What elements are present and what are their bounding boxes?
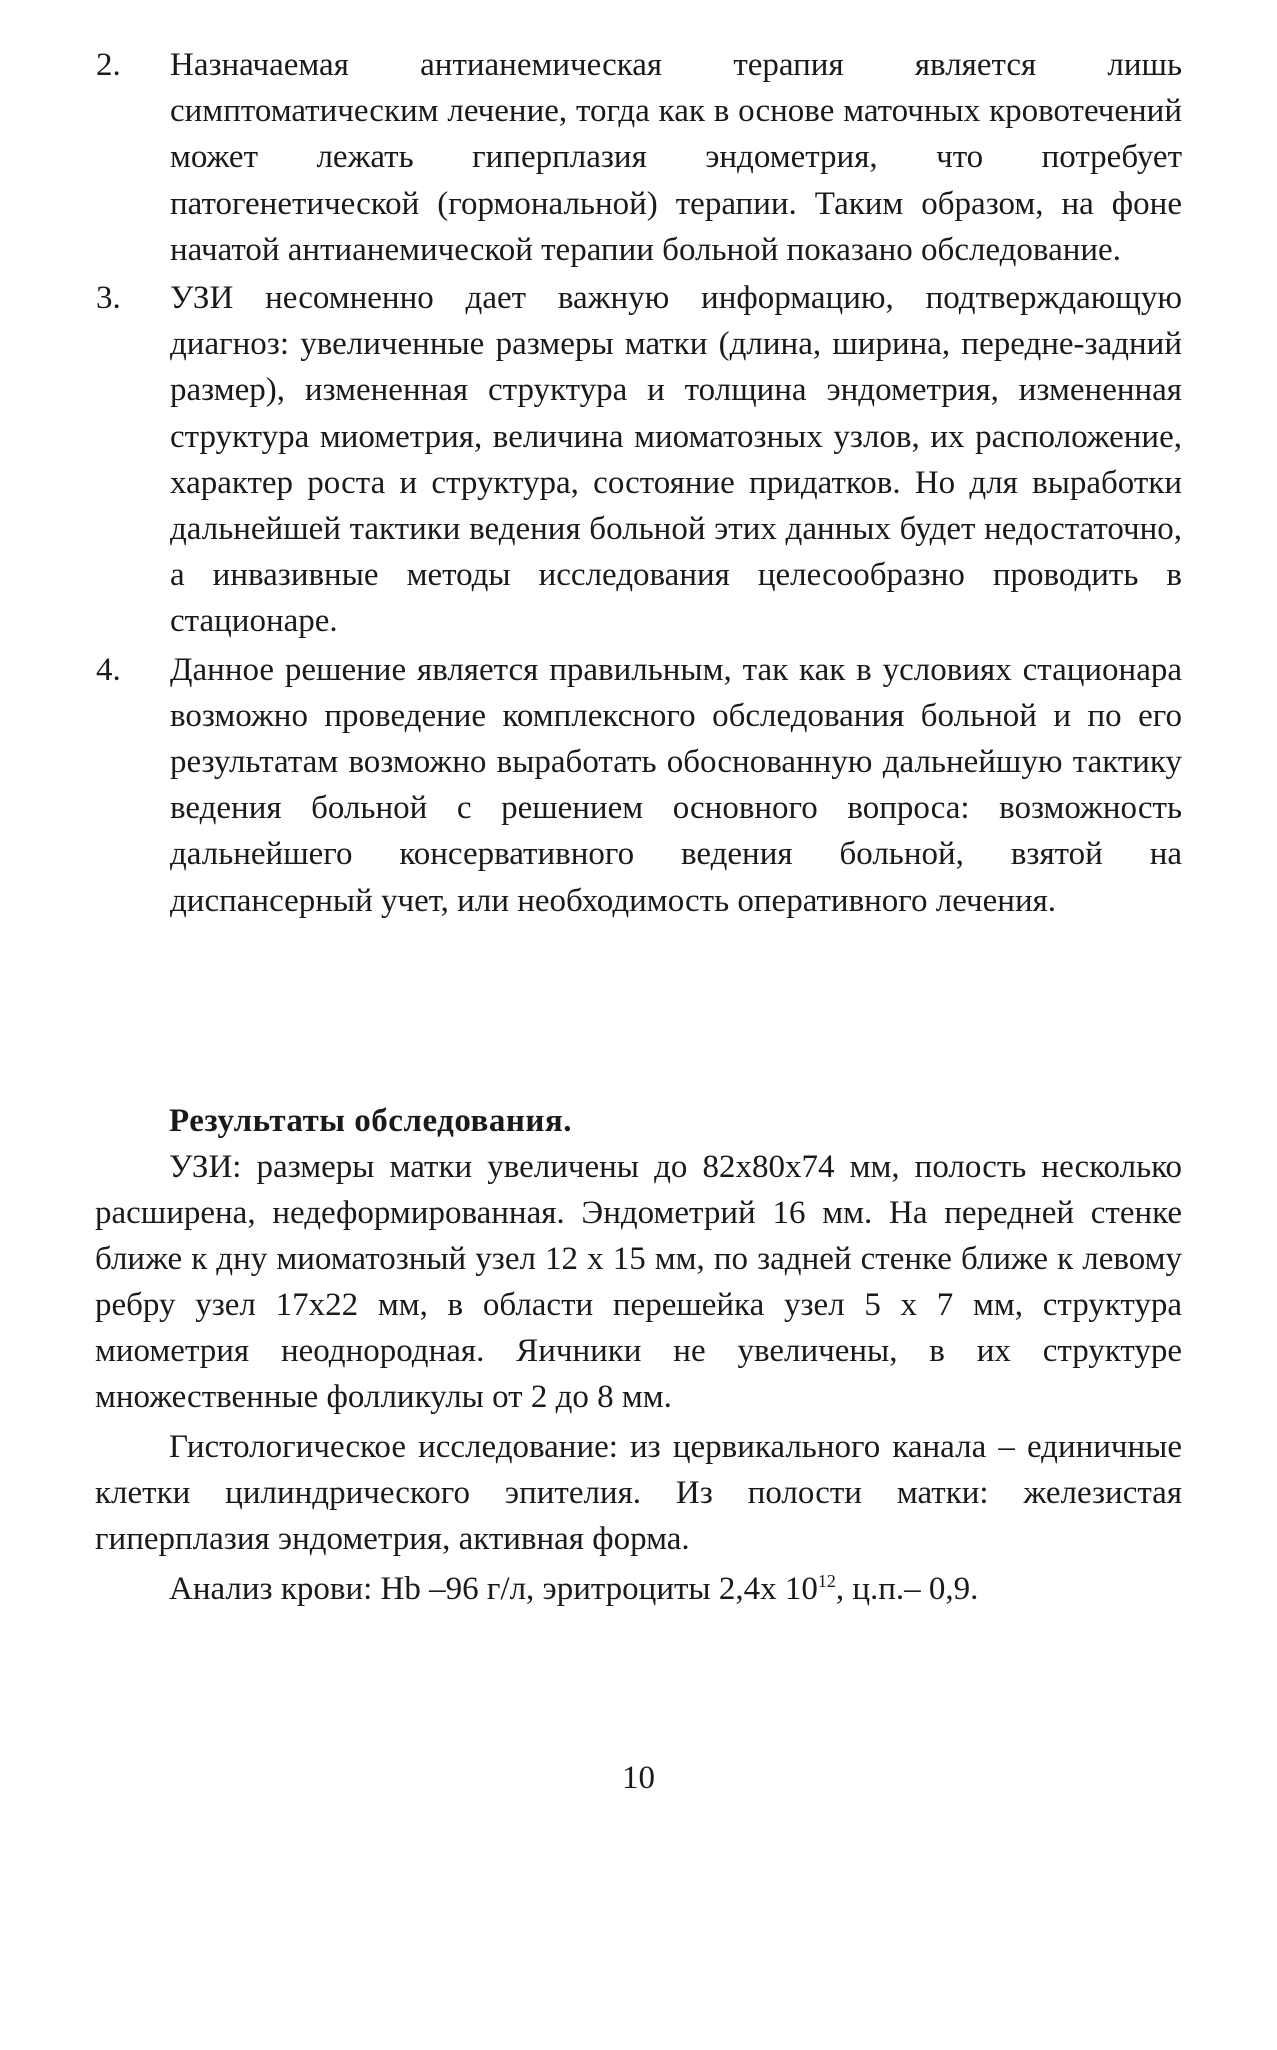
blood-test-text-end: , ц.п.– 0,9.	[835, 1571, 979, 1607]
list-item-number: 4.	[96, 651, 121, 688]
page-number: 10	[622, 1760, 655, 1796]
list-item-number: 2.	[96, 47, 121, 83]
list-item	[0, 42, 1277, 273]
list-item	[0, 275, 1277, 645]
results-heading: Результаты обследования.	[169, 1103, 573, 1139]
histology-paragraph: Гистологическое исследование: из цервикального канала – единичные клетки цилиндрического эпителия. Из полости матки: железистая гиперплазия эндометрия, активная форма.	[95, 1429, 1182, 1557]
list-item	[0, 647, 1277, 924]
blood-test-text: Анализ крови: Hb –96 г/л, эритроциты 2,4х 10	[169, 1571, 818, 1607]
blood-test-exponent: 12	[817, 1571, 836, 1591]
results-section	[95, 1098, 1182, 1612]
list-item-text: Назначаемая антианемическая терапия является лишь симптоматическим лечение, тогда как в основе маточных кровотечений может лежать гиперплазия эндометрия, что потребует патогенетической (гормональной) терапии. Таким образом, на фоне начатой антианемической терапии больной показано обследование.	[170, 47, 1182, 268]
list-item-text: УЗИ несомненно дает важную информацию, подтверждающую диагноз: увеличенные размеры матки (длина, ширина, передне-задний размер), измененная структура и толщина эндометрия, измененная структура миометрия, величина миоматозных узлов, их расположение, характер роста и структура, состояние придатков. Но для выработки дальнейшей тактики ведения больной этих данных будет недостаточно, а инвазивные методы исследования целесообразно проводить в стационаре.	[170, 280, 1182, 640]
blood-test-paragraph	[95, 1566, 1182, 1612]
numbered-list	[0, 42, 1277, 926]
list-item-text: Данное решение является правильным, так как в условиях стационара возможно проведение комплексного обследования больной и по его результатам возможно выработать обоснованную дальнейшую тактику ведения больной с решением основного вопроса: возможность дальнейшего консервативного ведения больной, взятой на диспансерный учет, или необходимость оперативного лечения.	[170, 651, 1182, 919]
list-item-number: 3.	[96, 280, 121, 317]
ultrasound-paragraph: УЗИ: размеры матки увеличены до 82х80х74 мм, полость несколько расширена, недеформированная. Эндометрий 16 мм. На передней стенке ближе к дну миоматозный узел 12 х 15 мм, по задней стенке ближе к левому ребру узел 17х22 мм, в области перешейка узел 5 х 7 мм, структура миометрия неоднородная. Яичники не увеличены, в их структуре множественные фолликулы от 2 до 8 мм.	[95, 1149, 1182, 1415]
